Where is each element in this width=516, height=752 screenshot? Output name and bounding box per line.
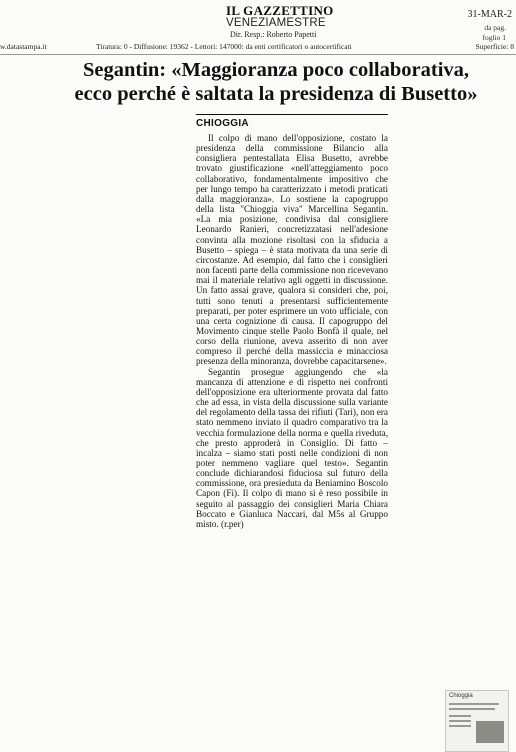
newspaper-logo — [212, 3, 362, 29]
thumbnail-line — [449, 725, 471, 727]
thumbnail-line — [449, 720, 471, 722]
article-body — [196, 133, 388, 529]
circulation-info: Tiratura: 0 - Diffusione: 19362 - Lettori: 147000: da enti certificatori o autocertificati — [96, 42, 352, 51]
masthead — [0, 0, 516, 58]
headline-line-2: ecco perché è saltata la presidenza di Busetto» — [74, 83, 478, 105]
date-label: 31-MAR-2 — [467, 9, 512, 20]
thumbnail-line — [449, 703, 499, 705]
page-ref: da pag. — [484, 23, 506, 32]
thumbnail-line — [449, 708, 495, 710]
page-thumbnail — [445, 690, 509, 752]
sheet-ref: foglio 1 — [482, 33, 506, 42]
thumbnail-label: Chioggia — [449, 693, 473, 699]
director-line: Dir. Resp.: Roberto Papetti — [230, 30, 317, 39]
masthead-rule — [0, 54, 516, 55]
article-paragraph-2: Segantin prosegue aggiungendo che «la mancanza di attenzione e di rispetto nei confronti dell'opposizione era ulteriormente provata dal fatto che ad essa, in vista della discussione sulla variante del regolamento della tassa dei rifiuti (Tari), non era stato nemmeno inviato il quadro comparativo tra la vecchia formulazione della norma e quella riveduta, che presto approderà in Consiglio. Di fatto – incalza – siamo stati posti nelle condizioni di non poter nemmeno vagliare quel testo». Segantin conclude dichiarandosi fiduciosa sul futuro della commissione, ora presieduta da Beniamino Boscolo Capon (Fi). Il colpo di mano si è reso possibile in seguito al passaggio dei consiglieri Maria Chiara Boccato e Gianluca Naccari, dal M5s al Gruppo misto. (r.per) — [196, 366, 388, 529]
info-row — [0, 42, 516, 54]
article-column — [196, 114, 388, 529]
logo-line2: VENEZIAMESTRE — [226, 17, 326, 29]
article-headline — [56, 58, 496, 106]
thumbnail-photo — [476, 721, 504, 743]
headline-line-1: Segantin: «Maggioranza poco collaborativa, — [82, 59, 470, 81]
surface-info: Superficie: 8 — [475, 42, 514, 51]
article-paragraph-1: Il colpo di mano dell'opposizione, costato la presidenza della commissione Bilancio alla consigliera pentestallata Elisa Busetto, avrebbe trovato giustificazione «nell'atteggiamento poco collaborativo, fondamentalmente impositivo che per lungo tempo ha caratterizzato i metodi praticati dalla maggioranza». Lo sostiene la capogruppo della lista "Chioggia viva" Marcellina Segantin. «La mia posizione, condivisa dal consigliere Leonardo Ranieri, concretizzatasi nell'adesione convinta alla mozione risoltasi con la sfiducia a Busetto – spiega – è stata motivata da una serie di circostanze. Ad esempio, dal fatto che i consiglieri non facenti parte della commissione non ricevevano mai il materiale relativo agli oggetti in discussione. Un fatto assai grave, qualora si consideri che, poi, tutti sono tenuti a presentarsi sufficientemente preparati, per poter esprimere un voto ufficiale, con una certa cognizione di causa. Il capogruppo del Movimento cinque stelle Paolo Bonfà il quale, nel corso della riunione, aveva asserito di non aver compreso il perché della massiccia e minacciosa presenza della minoranza, dovrebbe capacitarsene». — [196, 133, 388, 367]
section-label: CHIOGGIA — [196, 114, 388, 133]
site-url: w.datastampa.it — [0, 42, 47, 51]
logo-line1: IL GAZZETTINO — [226, 3, 334, 18]
thumbnail-line — [449, 715, 471, 717]
